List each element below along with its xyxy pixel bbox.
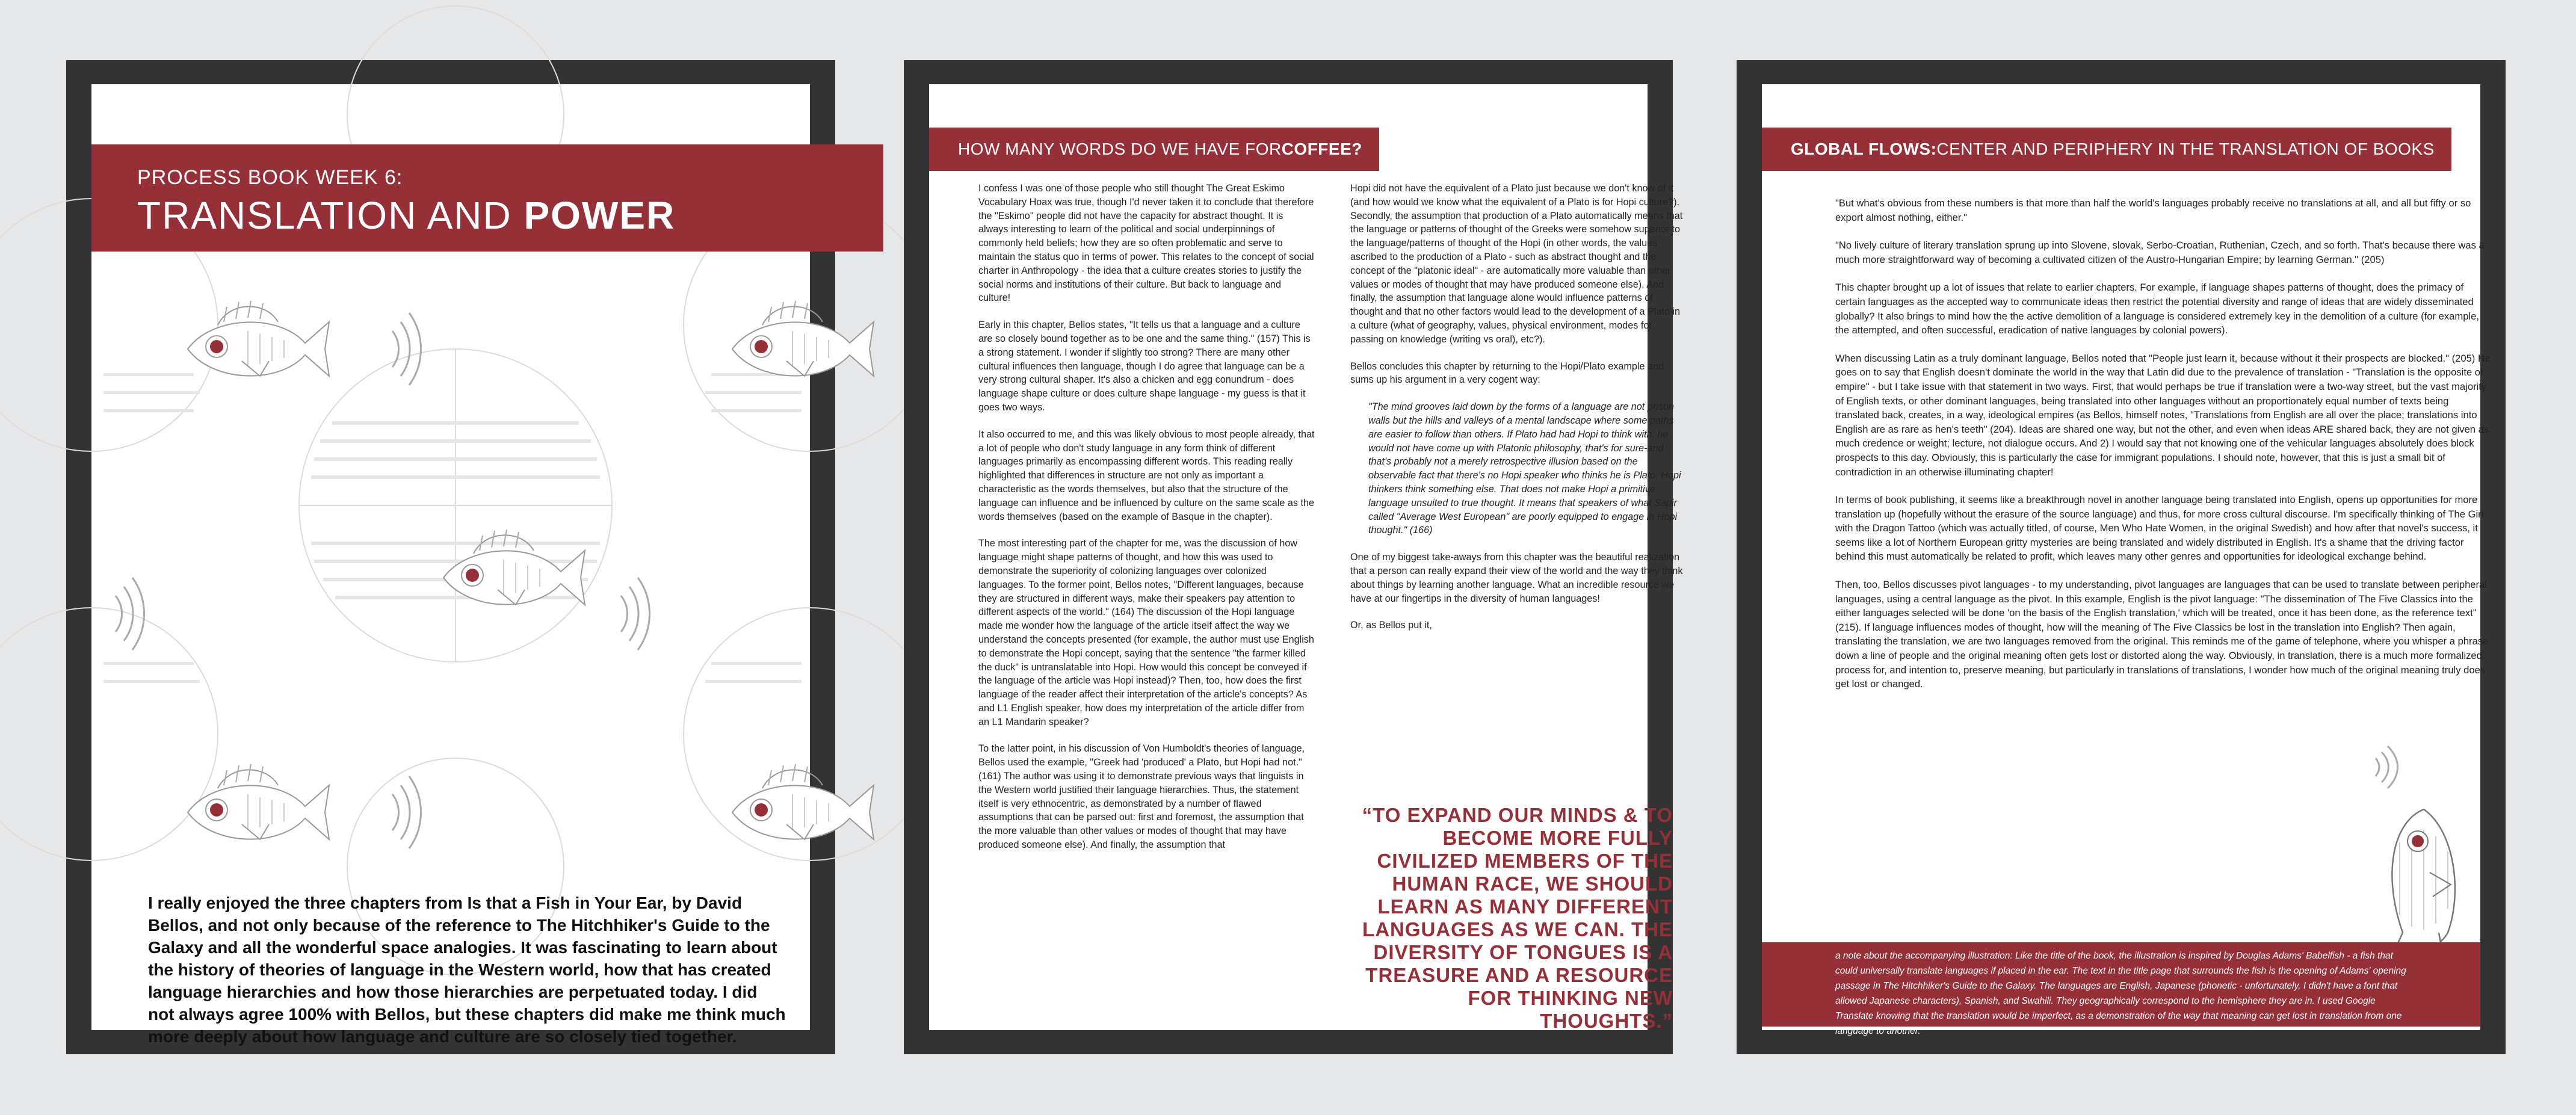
pull-quote: “TO EXPAND OUR MINDS & TO BECOME MORE FULLY CIVILIZED MEMBERS OF THE HUMAN RACE, WE SHOULD LEARN AS MANY DIFFERENT LANGUAGES AS WE CAN. THE DIVERSITY OF TONGUES IS A TREASURE AND A RESOURCE FOR THINKING NEW THOUGHTS.” bbox=[1362, 804, 1673, 1032]
paragraph: "But what's obvious from these numbers is that more than half the world's languages probably receive no translations at all, and all but fifty or so export almost nothing, either." bbox=[1835, 197, 2471, 223]
page-1 bbox=[91, 84, 810, 1046]
heading-bold: GLOBAL FLOWS: bbox=[1791, 140, 1937, 158]
paragraph: It also occurred to me, and this was likely obvious to most people already, that a lot of people who don't study language in any form think of different languages primarily as encompassing different words. This reading really highlighted that differences in structure are not only as important a characteristic as the words themselves, but also that the structure of the language can influence and be influenced by culture on the same scale as the words themselves (based on the example of Basque in the chapter). bbox=[978, 428, 1315, 522]
paragraph: One of my biggest take-aways from this chapter was the beautiful realization that a person can really expand their view of the world and the way they think about things by learning another language. What an incredible resource we have at our fingertips in the diversity of human languages! bbox=[1350, 552, 1683, 604]
paragraph: Bellos concludes this chapter by returning to the Hopi/Plato example and sums up his argument in a very cogent way: bbox=[1350, 360, 1664, 386]
column-left bbox=[978, 182, 1315, 865]
paragraph: When discussing Latin as a truly dominant language, Bellos noted that "People just learn it, because without it their prospects are blocked." (205) He goes on to say that English doesn't dominate the world in the way that Latin did due to the prevalence of translation - "Translation is the opposite of empire" - but I take issue with that statement in two ways. First, that would perhaps be true if translation were a two-way street, but the vast majority of English texts, or other dominant languages, being translated into other languages without an proportionately equal number of texts being translated back, creates, in a way, ideological empires (as Bellos, himself notes, "Translations from English are all over the place; translations into English are as rare as hen's teeth" (204). Ideas are shared one way, but not the other, and even when ideas ARE shared back, they are not given as much credence or weight; lecture, not dialogue occurs. And 2) I would say that not knowing one of the vehicular languages absolutely does block prospects to this day. Obviously, this is particularly the case for immigrant populations. I should note, however, that this is just a small bit of contradiction in an otherwise illuminating chapter! bbox=[1835, 352, 2491, 478]
page-title-regular: TRANSLATION AND bbox=[137, 194, 524, 237]
paragraph: Early in this chapter, Bellos states, "It tells us that a language and a culture are so closely bound together as to be one and the same thing." (157) This is a strong statement. I wonder if slightly too strong? There are many other cultural influences then language, though I do agree that language can be a very strong cultural shaper. It's also a chicken and egg conundrum - does language shape culture or does culture shape language - my guess is that it goes two ways. bbox=[978, 320, 1311, 413]
paragraph: Hopi did not have the equivalent of a Plato just because we don't know of it (and how would we know what the equivalent of a Plato is for Hopi culture?). Secondly, the assumption that production of a Plato automatically means that the language or patterns of thought of the Greeks were somehow superior to the language/patterns of thought of the Hopi (in other words, the values ascribed to the production of a Plato - such as abstract thought and the concept of the "platonic ideal" - are automatically more valuable than other values or modes of thought that may have produced someone else). And finally, the assumption that language alone would influence patterns of thought and that no other factors would lead to the development of a Plato in a culture (what of geography, values, physical environment, modes for passing on knowledge (writing vs oral), etc?). bbox=[1350, 183, 1683, 345]
paragraph: I confess I was one of those people who still thought The Great Eskimo Vocabulary Hoax was true, though I'd never taken it to conclude that therefore the "Eskimo" people did not have the capacity for abstract thought. It is always interesting to learn of the political and social underpinnings of commonly held beliefs; how they are so often problematic and serve to maintain the status quo in terms of power. This relates to the concept of social charter in Anthropology - the idea that a culture creates stories to justify the social norms and institutions of their culture. But back to language and culture! bbox=[978, 183, 1314, 304]
page-1-frame bbox=[66, 60, 835, 1054]
section-heading-coffee bbox=[929, 128, 1379, 171]
page-title-bold: POWER bbox=[524, 194, 676, 237]
paragraph: The most interesting part of the chapter for me, was the discussion of how language might shape patterns of thought, and how this was used to demonstrate the superiority of colonizing languages over colonized languages. To the former point, Bellos notes, "Different languages, because they are structured in different ways, make their speakers pay attention to different aspects of the world." (164) The discussion of the Hopi language made me wonder how the language of the article itself affect the way we understand the concepts presented (for example, the author must use English to demonstrate the Hopi concept, saying that the sentence "the farmer killed the duck" is untranslatable into Hopi. How would this concept be conveyed if the language of the article was Hopi instead)? Then, too, how does the first language of the reader affect their interpretation of the article's concepts? As and L1 English speaker, how does my interpretation of the article differ from an L1 Mandarin speaker? bbox=[978, 538, 1314, 727]
page-2-frame bbox=[904, 60, 1683, 1054]
paragraph: This chapter brought up a lot of issues that relate to earlier chapters. For example, if language shapes patterns of thought, does the primacy of certain languages as the accepted way to communicate ideas then restrict the potential diversity and range of ideas that are widely disseminated globally? It also brings to mind how the the active demolition of a language is considered extremely key in the demolition of a culture (for example, the attempted, and often successful, eradication of native languages by colonial powers). bbox=[1835, 282, 2479, 336]
article-body bbox=[1835, 196, 2495, 705]
column-right bbox=[1350, 182, 1687, 646]
page-3 bbox=[1762, 84, 2491, 1036]
paragraph: Then, too, Bellos discusses pivot languages - to my understanding, pivot languages are languages that can be used to translate between peripheral languages, using a central language as the pivot. In this example, English is the pivot language: "The dissemination of The Five Classics into the either languages selected will be done 'on the basis of the English translation,' which will be treated, once it has been done, as the reference text" (215). If language influences modes of thought, how will the meaning of The Five Classics be lost in the translation into English? Then again, translating the translation, we are two languages removed from the original. This reminds me of the game of telephone, where you whisper a phrase down a line of people and the original meaning often gets lost or distorted along the way. Obviously, in translation, there is a much more formalized process for, and intention to, preserve meaning, but particularly in translations of translations, I wonder how much of the original meaning truly does get lost or changed. bbox=[1835, 579, 2489, 690]
paragraph: To the latter point, in his discussion of Von Humboldt's theories of language, Bellos used the example, "Greek had 'produced' a Plato, but Hopi had not." (161) The author was using it to demonstrate previous ways that linguists in the Western world justified their language hierarchies. Thus, the statement itself is very ethnocentric, as demonstrated by a number of flawed assumptions that can be parsed out: first and foremost, the assumption that the more valuable than other values or modes of thought that may have produced someone else). And finally, the assumption that bbox=[978, 743, 1305, 851]
page-2 bbox=[929, 84, 1683, 1032]
paragraph: In terms of book publishing, it seems like a breakthrough novel in another language being translated into English, opens up opportunities for more translation up (hopefully without the erasure of the source language) and thus, for more cross cultural discourse. I'm specifically thinking of The Girl with the Dragon Tattoo (which was actually titled, of course, Men Who Hate Women, in the original Swedish) and how after that novel's success, it seems like a lot of Northern European gritty mysteries are being translated and widely distributed in English. It's a shame that the driving factor behind this must automatically be related to profit, which leaves many other genres and opportunities for ideological exchange behind. bbox=[1835, 494, 2484, 563]
fish-illustration bbox=[2346, 734, 2466, 975]
page-3-frame bbox=[1737, 60, 2506, 1054]
paragraph: "No lively culture of literary translation sprung up into Slovene, slovak, Serbo-Croatian, Ruthenian, Czech, and so forth. That's because there was a much more straightforward way of becoming a cultivated citizen of the Austro-Hungarian Empire; by learning German." (205) bbox=[1835, 239, 2485, 265]
title-banner bbox=[91, 144, 883, 252]
heading-regular: HOW MANY WORDS DO WE HAVE FOR bbox=[958, 140, 1282, 158]
section-heading-global-flows bbox=[1762, 128, 2451, 171]
heading-bold: COFFEE? bbox=[1281, 140, 1362, 158]
intro-paragraph: I really enjoyed the three chapters from Is that a Fish in Your Ear, by David Bellos, and not only because of the reference to The Hitchhiker's Guide to the Galaxy and all the wonderful space analogies. It was fascinating to learn about the history of theories of language in the Western world, how that has created language hierarchies and how those hierarchies are perpetuated today. I did not always agree 100% with Bellos, but these chapters did make me think much more deeply about how language and culture are so closely tied together. bbox=[148, 894, 786, 1046]
process-book-kicker: PROCESS BOOK WEEK 6: bbox=[137, 166, 403, 189]
heading-regular: CENTER AND PERIPHERY IN THE TRANSLATION OF BOOKS bbox=[1936, 140, 2435, 158]
block-quote: "The mind grooves laid down by the forms of a language are not prison walls but the hills and valleys of a mental landscape where some paths are easier to follow than others. If Plato had had Hopi to think with, he would not have come up with Platonic philosophy, that's for sure-and that's probably not a merely retrospective illusion based on the observable fact that there's no Hopi speaker who thinks he is Plato. Hopi thinkers think something else. That does not make Hopi a primitive language unsuited to true thought. It means that speakers of what Sapir called "Average West European" are poorly equipped to engage in Hopi thought." (166) bbox=[1368, 401, 1681, 536]
paragraph: Or, as Bellos put it, bbox=[1350, 620, 1432, 631]
page-title bbox=[137, 193, 883, 238]
illustration-note: a note about the accompanying illustration: Like the title of the book, the illustration is inspired by Douglas Adams' Babelfish - a fish that could universally translate languages if placed in the ear. The text in the title page that surrounds the fish is the opening of Adams' opening passage in The Hitchhiker's Guide to the Galaxy. The languages are English, Japanese (phonetic - unfortunately, I didn't have a font that allowed Japanese characters), Spanish, and Swahili. They geographically correspond to the hemisphere they are in. I used Google Translate knowing that the translation would be imperfect, as a demonstration of the way that meaning can get lost in translation from one language to another. bbox=[1762, 942, 2480, 1027]
